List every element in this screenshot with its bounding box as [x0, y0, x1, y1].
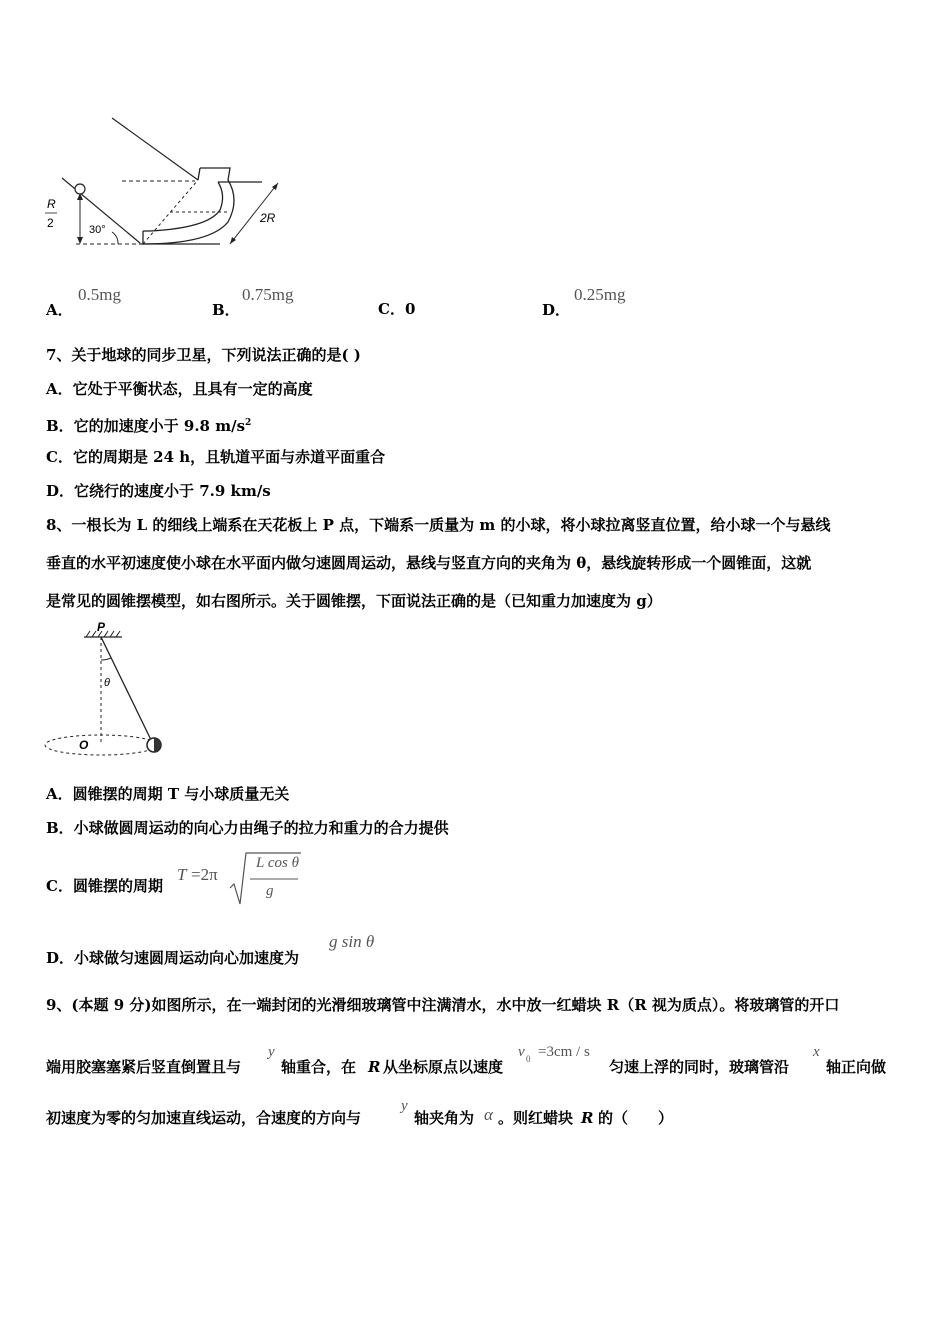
q9-l3c: 。则红蜡块	[498, 1109, 574, 1127]
q9-l3d: 的（ ）	[598, 1109, 674, 1127]
q8-option-c-text: C．圆锥摆的周期	[46, 877, 163, 895]
option-a-value: 0.5mg	[78, 285, 121, 304]
q8-option-c[interactable]	[46, 850, 346, 910]
string	[101, 637, 152, 742]
q7-option-c[interactable]: C．它的周期是 24 h，且轨道平面与赤道平面重合	[46, 448, 386, 466]
conical-pendulum-figure	[44, 620, 166, 760]
q8-stem-line1: 8、一根长为 L 的细线上端系在天花板上 P 点，下端系一质量为 m 的小球，将小球拉离竖直位置，给小球一个与悬线	[46, 516, 831, 534]
q8-stem-line3: 是常见的圆锥摆模型，如右图所示。关于圆锥摆，下面说法正确的是（已知重力加速度为 g）	[46, 592, 662, 610]
option-d-label: D．	[542, 301, 571, 319]
q9-l2b: 轴重合，在	[281, 1058, 357, 1076]
q7-option-d[interactable]: D．它绕行的速度小于 7.9 km/s	[46, 482, 271, 500]
option-b-label: B．	[212, 301, 240, 319]
q7-option-b-text: B．它的加速度小于 9.8 m/s	[46, 417, 246, 435]
q9-l2-v: v	[518, 1044, 525, 1060]
option-a-label: A．	[46, 301, 73, 319]
q8-option-b[interactable]: B．小球做圆周运动的向心力由绳子的拉力和重力的合力提供	[46, 819, 449, 837]
q9-l2d: 匀速上浮的同时，玻璃管沿	[609, 1058, 790, 1076]
label-o: O	[79, 738, 89, 752]
q9-l2-eq: =3cm / s	[538, 1044, 590, 1060]
circular-path	[45, 735, 157, 755]
label-theta: θ	[104, 677, 110, 689]
q8-option-a[interactable]: A．圆锥摆的周期 T 与小球质量无关	[46, 785, 290, 803]
q7-option-a[interactable]: A．它处于平衡状态，且具有一定的高度	[46, 380, 313, 398]
label-p: P	[97, 620, 106, 634]
q9-stem-line3	[46, 1095, 916, 1135]
q9-l3-y: y	[401, 1098, 408, 1114]
q8-option-d-text: D．小球做匀速圆周运动向心加速度为	[46, 949, 300, 967]
incline-line	[112, 118, 198, 180]
q9-stem-line2	[46, 1040, 916, 1080]
q7-option-b[interactable]	[46, 413, 251, 436]
q9-l2-r: R	[368, 1058, 381, 1076]
q9-l2-y: y	[268, 1044, 275, 1060]
formula-2pi: =2π	[191, 865, 218, 884]
label-2: 2	[47, 216, 54, 230]
q9-l2-x: x	[813, 1044, 820, 1060]
q9-stem-line1: 9、(本题 9 分)如图所示，在一端封闭的光滑细玻璃管中注满清水，水中放一红蜡块 R（R 视为质点）。将玻璃管的开口	[46, 996, 840, 1014]
semicircle-inner	[150, 182, 223, 231]
label-2r: 2R	[260, 211, 276, 225]
q7-stem: 7、关于地球的同步卫星，下列说法正确的是( )	[46, 346, 361, 364]
q9-l2a: 端用胶塞塞紧后竖直倒置且与	[46, 1058, 242, 1076]
formula-numerator: L cos θ	[256, 855, 299, 871]
q8-stem-line2: 垂直的水平初速度使小球在水平面内做匀速圆周运动，悬线与竖直方向的夹角为 θ，悬线旋转形成一个圆锥面，这就	[46, 554, 812, 572]
q9-l3-alpha: α	[484, 1105, 493, 1124]
q9-l2c: 从坐标原点以速度	[383, 1058, 504, 1076]
q8-option-d[interactable]	[46, 930, 406, 970]
ball	[75, 184, 85, 194]
q9-l3a: 初速度为零的匀加速直线运动，合速度的方向与	[46, 1109, 362, 1127]
q7-option-b-sup: 2	[245, 418, 252, 428]
option-d-value: 0.25mg	[574, 285, 626, 304]
q9-l3b: 轴夹角为	[414, 1109, 475, 1127]
q9-l2-sub: 0	[526, 1054, 531, 1064]
q6-option-c[interactable]: C．0	[378, 300, 416, 318]
formula-gsin: g sin θ	[329, 932, 375, 951]
track-figure	[40, 110, 300, 260]
q9-l3-r: R	[581, 1109, 594, 1127]
formula-denominator: g	[266, 883, 274, 899]
semicircle-outer	[143, 168, 234, 244]
label-r: R	[47, 197, 56, 211]
label-angle: 30°	[89, 224, 106, 236]
q9-l2e: 轴正向做	[826, 1058, 887, 1076]
formula-t: T	[177, 865, 187, 884]
option-b-value: 0.75mg	[242, 285, 294, 304]
